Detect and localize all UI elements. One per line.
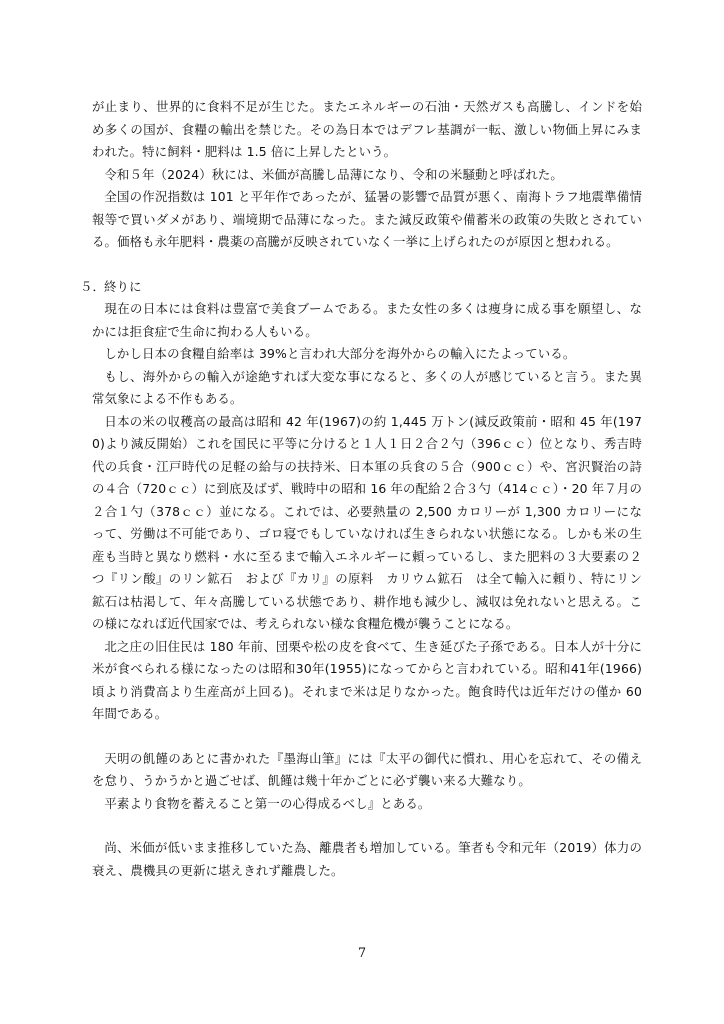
paragraph-9: 天明の飢饉のあとに書かれた『墨海山筆』には『太平の御代に慣れ、用心を忘れて、その備えを怠り、うかうかと過ごせば、飢饉は幾十年かごとに必ず襲い来る大難なり。 (92, 750, 642, 788)
page-number: 7 (357, 946, 367, 961)
section-heading (80, 276, 642, 299)
paragraph-3: 全国の作況指数は 101 と平年作であったが、猛暑の影響で品質が悪く、南海トラフ地震準備情報等で買いダメがあり、端境期で品薄になった。また減反政策や備蓄米の政策の失敗とされている。価格も永年肥料・農薬の高騰が反映されていなく一挙に上げられたのが原因と想われる。 (92, 189, 642, 249)
paragraph-11: 尚、米価が低いまま推移していた為、離農者も増加している。筆者も令和元年（2019）体力の衰え、農機具の更新に堪えきれず離農した。 (92, 840, 642, 878)
paragraph-5: しかし日本の食糧自給率は 39%と言われ大部分を海外からの輸入にたよっている。 (104, 346, 576, 361)
section-title: 終りに (104, 278, 142, 294)
paragraph-4: 現在の日本には食料は豊富で美食ブームである。また女性の多くは痩身に成る事を願望し、なかには拒食症で生命に拘わる人もいる。 (92, 301, 642, 339)
paragraph-1: が止まり、世界的に食料不足が生じた。またエネルギーの石油・天然ガスも高騰し、インドを始め多くの国が、食糧の輸出を禁じた。その為日本ではデフレ基調が一転、激しい物価上昇にみまわれた。特に飼料・肥料は 1.5 倍に上昇したという。 (92, 99, 642, 159)
paragraph-6: もし、海外からの輸入が途絶すれば大変な事になると、多くの人が感じていると言う。また異常気象による不作もある。 (92, 368, 642, 406)
paragraph-7: 日本の米の収穫高の最高は昭和 42 年(1967)の約 1,445 万トン(減反政策前・昭和 45 年(1970)より減反開始）これを国民に平等に分けると１人１日２合２勺（396ｃｃ）位となり、秀吉時代の兵食・江戸時代の足軽の給与の扶持米、日本軍の兵食の５合（900ｃｃ）や、宮沢賢治の詩の４合（720ｃｃ）に到底及ばず、戦時中の昭和 16 年の配給２合３勺（414ｃｃ）・20 年７月の２合１勺（378ｃｃ）並になる。これでは、必要熱量の 2,500 カロリーが 1,300 カロリーになって、労働は不可能であり、ゴロ寝でもしていなければ生きられない状態になる。しかも米の生産も当時と異なり燃料・水に至るまで輸入エネルギーに頼っているし、また肥料の３大要素の２つ『リン酸』のリン鉱石 および『カリ』の原料 カリウム鉱石 は全て輸入に頼り、特にリン鉱石は枯渇して、年々高騰している状態であり、耕作地も減少し、減収は免れないと思える。この様になれば近代国家では、考えられない様な食糧危機が襲うことになる。 (92, 413, 642, 631)
spacer (92, 815, 642, 837)
paragraph-8: 北之庄の旧住民は 180 年前、団栗や松の皮を食べて、生き延びた子孫である。日本人が十分に米が食べられる様になったのは昭和30年(1955)になってからと言われている。昭和41年(1966)頃より消費高より生産高が上回る)。それまで米は足りなかった。飽食時代は近年だけの僅か 60 年間である。 (92, 638, 642, 721)
spacer (92, 726, 642, 748)
paragraph-10: 平素より食物を蓄えること第一の心得成るべし』とある。 (104, 795, 431, 811)
section-number: ５． (80, 278, 106, 294)
paragraph-2: 令和５年（2024）秋には、米価が高騰し品薄になり、令和の米騒動と呼ばれた。 (104, 166, 563, 182)
body-text (80, 96, 642, 882)
